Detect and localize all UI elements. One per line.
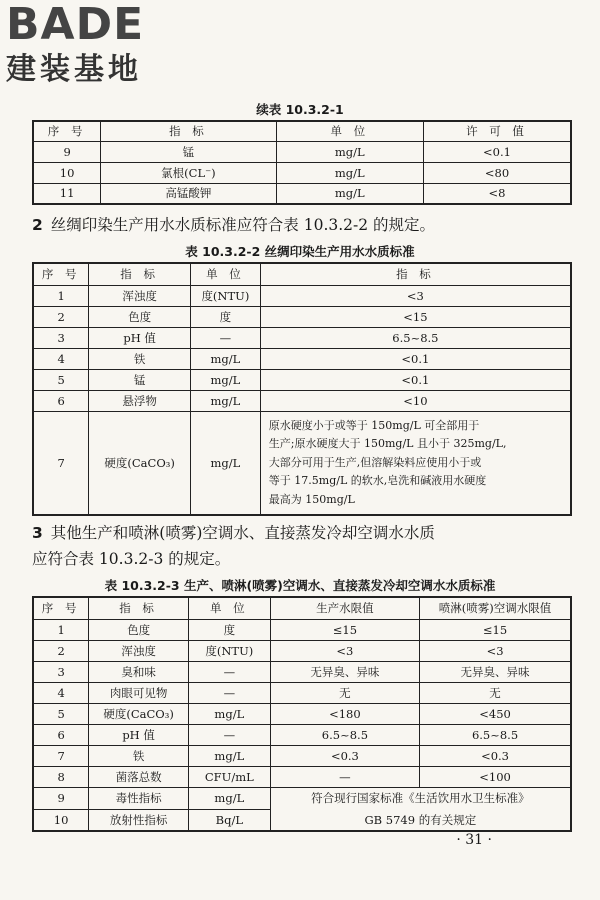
table-10-3-2-2 bbox=[32, 262, 572, 516]
note-line: 等于 17.5mg/L 的软水,皂洗和碱液用水硬度 bbox=[268, 474, 487, 487]
cell-no: 3 bbox=[33, 661, 89, 682]
cell-unit: CFU/mL bbox=[188, 766, 270, 787]
t2-header-no: 序 号 bbox=[33, 263, 89, 285]
cell-no: 5 bbox=[33, 369, 89, 390]
cell-no: 6 bbox=[33, 390, 89, 411]
cell-index: 肉眼可见物 bbox=[89, 682, 189, 703]
cell-value-2: <450 bbox=[420, 703, 571, 724]
cell-no: 7 bbox=[33, 745, 89, 766]
cell-unit: mg/L bbox=[190, 390, 260, 411]
cell-unit: mg/L bbox=[188, 787, 270, 809]
table-row bbox=[33, 787, 571, 809]
paragraph-3-line1 bbox=[32, 520, 572, 546]
cell-index: 浑浊度 bbox=[89, 285, 191, 306]
cell-value: ≤15 bbox=[270, 619, 419, 640]
cell-unit: mg/L bbox=[276, 162, 423, 183]
t1-header-value: 许 可 值 bbox=[424, 121, 571, 141]
paragraph-2 bbox=[32, 212, 572, 238]
table-row bbox=[33, 162, 571, 183]
table-row bbox=[33, 682, 571, 703]
cell-merged-value: 符合现行国家标准《生活饮用水卫生标准》 bbox=[270, 787, 571, 809]
cell-unit: mg/L bbox=[190, 348, 260, 369]
table-row bbox=[33, 348, 571, 369]
t2-header-value: 指 标 bbox=[260, 263, 571, 285]
cell-index: 放射性指标 bbox=[89, 809, 189, 831]
cell-value: 无 bbox=[270, 682, 419, 703]
cell-value: <3 bbox=[260, 285, 571, 306]
cell-unit: 度(NTU) bbox=[188, 640, 270, 661]
cell-value: 6.5~8.5 bbox=[260, 327, 571, 348]
cell-no: 7 bbox=[33, 411, 89, 515]
cell-unit: — bbox=[188, 724, 270, 745]
cell-value: <10 bbox=[260, 390, 571, 411]
cell-index: 色度 bbox=[89, 619, 189, 640]
t1-header-index: 指 标 bbox=[101, 121, 276, 141]
cell-no: 11 bbox=[33, 183, 101, 204]
paragraph-3-line2: 应符合表 10.3.2-3 的规定。 bbox=[32, 550, 231, 568]
cell-value: <0.1 bbox=[260, 369, 571, 390]
note-line: 原水硬度小于或等于 150mg/L 可全部用于 bbox=[268, 418, 480, 432]
cell-merged-value: GB 5749 的有关规定 bbox=[270, 809, 571, 831]
cell-value: <0.3 bbox=[270, 745, 419, 766]
table-row bbox=[33, 766, 571, 787]
cell-unit: Bq/L bbox=[188, 809, 270, 831]
paragraph-2-text: 丝绸印染生产用水水质标准应符合表 10.3.2-2 的规定。 bbox=[50, 216, 436, 234]
cell-value: <8 bbox=[424, 183, 571, 204]
cell-no: 9 bbox=[33, 787, 89, 809]
table-row bbox=[33, 285, 571, 306]
cell-unit: mg/L bbox=[276, 141, 423, 162]
table2-header-row bbox=[33, 263, 571, 285]
bade-logo bbox=[6, 2, 176, 94]
table1-header-row bbox=[33, 121, 571, 141]
cell-no: 4 bbox=[33, 682, 89, 703]
cell-unit: 度(NTU) bbox=[190, 285, 260, 306]
table-10-3-2-3 bbox=[32, 596, 572, 832]
t3-header-production-limit: 生产水限值 bbox=[270, 597, 419, 619]
cell-no: 2 bbox=[33, 306, 89, 327]
cell-unit: 度 bbox=[190, 306, 260, 327]
cell-no: 9 bbox=[33, 141, 101, 162]
cell-no: 1 bbox=[33, 285, 89, 306]
table3-caption: 表 10.3.2-3 生产、喷淋(喷雾)空调水、直接蒸发冷却空调水水质标准 bbox=[104, 578, 496, 593]
t3-header-index: 指 标 bbox=[89, 597, 189, 619]
cell-no: 1 bbox=[33, 619, 89, 640]
cell-value: <3 bbox=[270, 640, 419, 661]
cell-unit: mg/L bbox=[188, 745, 270, 766]
paragraph-3-text-1: 其他生产和喷淋(喷雾)空调水、直接蒸发冷却空调水水质 bbox=[50, 524, 435, 542]
table2-caption: 表 10.3.2-2 丝绸印染生产用水水质标准 bbox=[185, 244, 415, 259]
t1-header-unit: 单 位 bbox=[276, 121, 423, 141]
note-line: 最高为 150mg/L bbox=[268, 492, 355, 506]
table-10-3-2-1 bbox=[32, 120, 572, 205]
cell-value-2: <0.3 bbox=[420, 745, 571, 766]
cell-index: 氯根(CL⁻) bbox=[101, 162, 276, 183]
cell-index: 悬浮物 bbox=[89, 390, 191, 411]
cell-no: 6 bbox=[33, 724, 89, 745]
cell-value: — bbox=[270, 766, 419, 787]
paragraph-2-number: 2 bbox=[32, 216, 43, 234]
note-line: 大部分可用于生产,但溶解染料应使用小于或 bbox=[268, 455, 482, 469]
cell-no: 4 bbox=[33, 348, 89, 369]
cell-value-2: <3 bbox=[420, 640, 571, 661]
cell-unit: mg/L bbox=[188, 703, 270, 724]
cell-index: 毒性指标 bbox=[89, 787, 189, 809]
cell-no: 2 bbox=[33, 640, 89, 661]
cell-value-2: 6.5~8.5 bbox=[420, 724, 571, 745]
table-row bbox=[33, 661, 571, 682]
cell-index: 高锰酸钾 bbox=[101, 183, 276, 204]
cell-unit: — bbox=[188, 661, 270, 682]
note-line: 生产;原水硬度大于 150mg/L 且小于 325mg/L, bbox=[268, 437, 507, 450]
table-row bbox=[33, 369, 571, 390]
cell-value: 无异臭、异味 bbox=[270, 661, 419, 682]
paragraph-3 bbox=[32, 520, 572, 572]
table-row bbox=[33, 640, 571, 661]
logo-brand: BADE bbox=[6, 0, 145, 50]
cell-unit: mg/L bbox=[276, 183, 423, 204]
cell-unit: mg/L bbox=[190, 369, 260, 390]
cell-index: 铁 bbox=[89, 348, 191, 369]
cell-value-2: 无 bbox=[420, 682, 571, 703]
cell-index: 臭和味 bbox=[89, 661, 189, 682]
cell-index: pH 值 bbox=[89, 724, 189, 745]
cell-no: 10 bbox=[33, 809, 89, 831]
table-row bbox=[33, 183, 571, 204]
cell-value: <0.1 bbox=[260, 348, 571, 369]
cell-value-2: <100 bbox=[420, 766, 571, 787]
table3-header-row bbox=[33, 597, 571, 619]
cell-index: 锰 bbox=[101, 141, 276, 162]
cell-unit: 度 bbox=[188, 619, 270, 640]
cell-value: <0.1 bbox=[424, 141, 571, 162]
cell-unit: — bbox=[188, 682, 270, 703]
cell-value: 6.5~8.5 bbox=[270, 724, 419, 745]
table-row bbox=[33, 141, 571, 162]
t3-header-spray-limit: 喷淋(喷雾)空调水限值 bbox=[420, 597, 571, 619]
table-row bbox=[33, 306, 571, 327]
table-row bbox=[33, 390, 571, 411]
table-row bbox=[33, 745, 571, 766]
cell-unit: mg/L bbox=[190, 411, 260, 515]
table-row bbox=[33, 809, 571, 831]
t2-header-index: 指 标 bbox=[89, 263, 191, 285]
cell-index: pH 值 bbox=[89, 327, 191, 348]
cell-index: 浑浊度 bbox=[89, 640, 189, 661]
paragraph-3-number: 3 bbox=[32, 524, 43, 542]
cell-hardness-note bbox=[260, 411, 571, 515]
logo-cn-text: 建装基地 bbox=[6, 52, 142, 87]
cell-value: <80 bbox=[424, 162, 571, 183]
cell-index: 菌落总数 bbox=[89, 766, 189, 787]
table-row bbox=[33, 411, 571, 515]
cell-no: 5 bbox=[33, 703, 89, 724]
cell-no: 3 bbox=[33, 327, 89, 348]
page-number: · 31 · bbox=[456, 832, 492, 848]
cell-value-2: 无异臭、异味 bbox=[420, 661, 571, 682]
cell-value-2: ≤15 bbox=[420, 619, 571, 640]
table1-caption: 续表 10.3.2-1 bbox=[256, 102, 344, 117]
cell-index: 铁 bbox=[89, 745, 189, 766]
cell-no: 10 bbox=[33, 162, 101, 183]
cell-unit: — bbox=[190, 327, 260, 348]
cell-value: <15 bbox=[260, 306, 571, 327]
table-row bbox=[33, 327, 571, 348]
t1-header-no: 序 号 bbox=[33, 121, 101, 141]
cell-value: <180 bbox=[270, 703, 419, 724]
table-row bbox=[33, 724, 571, 745]
table-row bbox=[33, 619, 571, 640]
cell-no: 8 bbox=[33, 766, 89, 787]
t2-header-unit: 单 位 bbox=[190, 263, 260, 285]
table-row bbox=[33, 703, 571, 724]
t3-header-unit: 单 位 bbox=[188, 597, 270, 619]
t3-header-no: 序 号 bbox=[33, 597, 89, 619]
cell-index: 锰 bbox=[89, 369, 191, 390]
cell-index: 硬度(CaCO₃) bbox=[89, 411, 191, 515]
cell-index: 硬度(CaCO₃) bbox=[89, 703, 189, 724]
cell-index: 色度 bbox=[89, 306, 191, 327]
